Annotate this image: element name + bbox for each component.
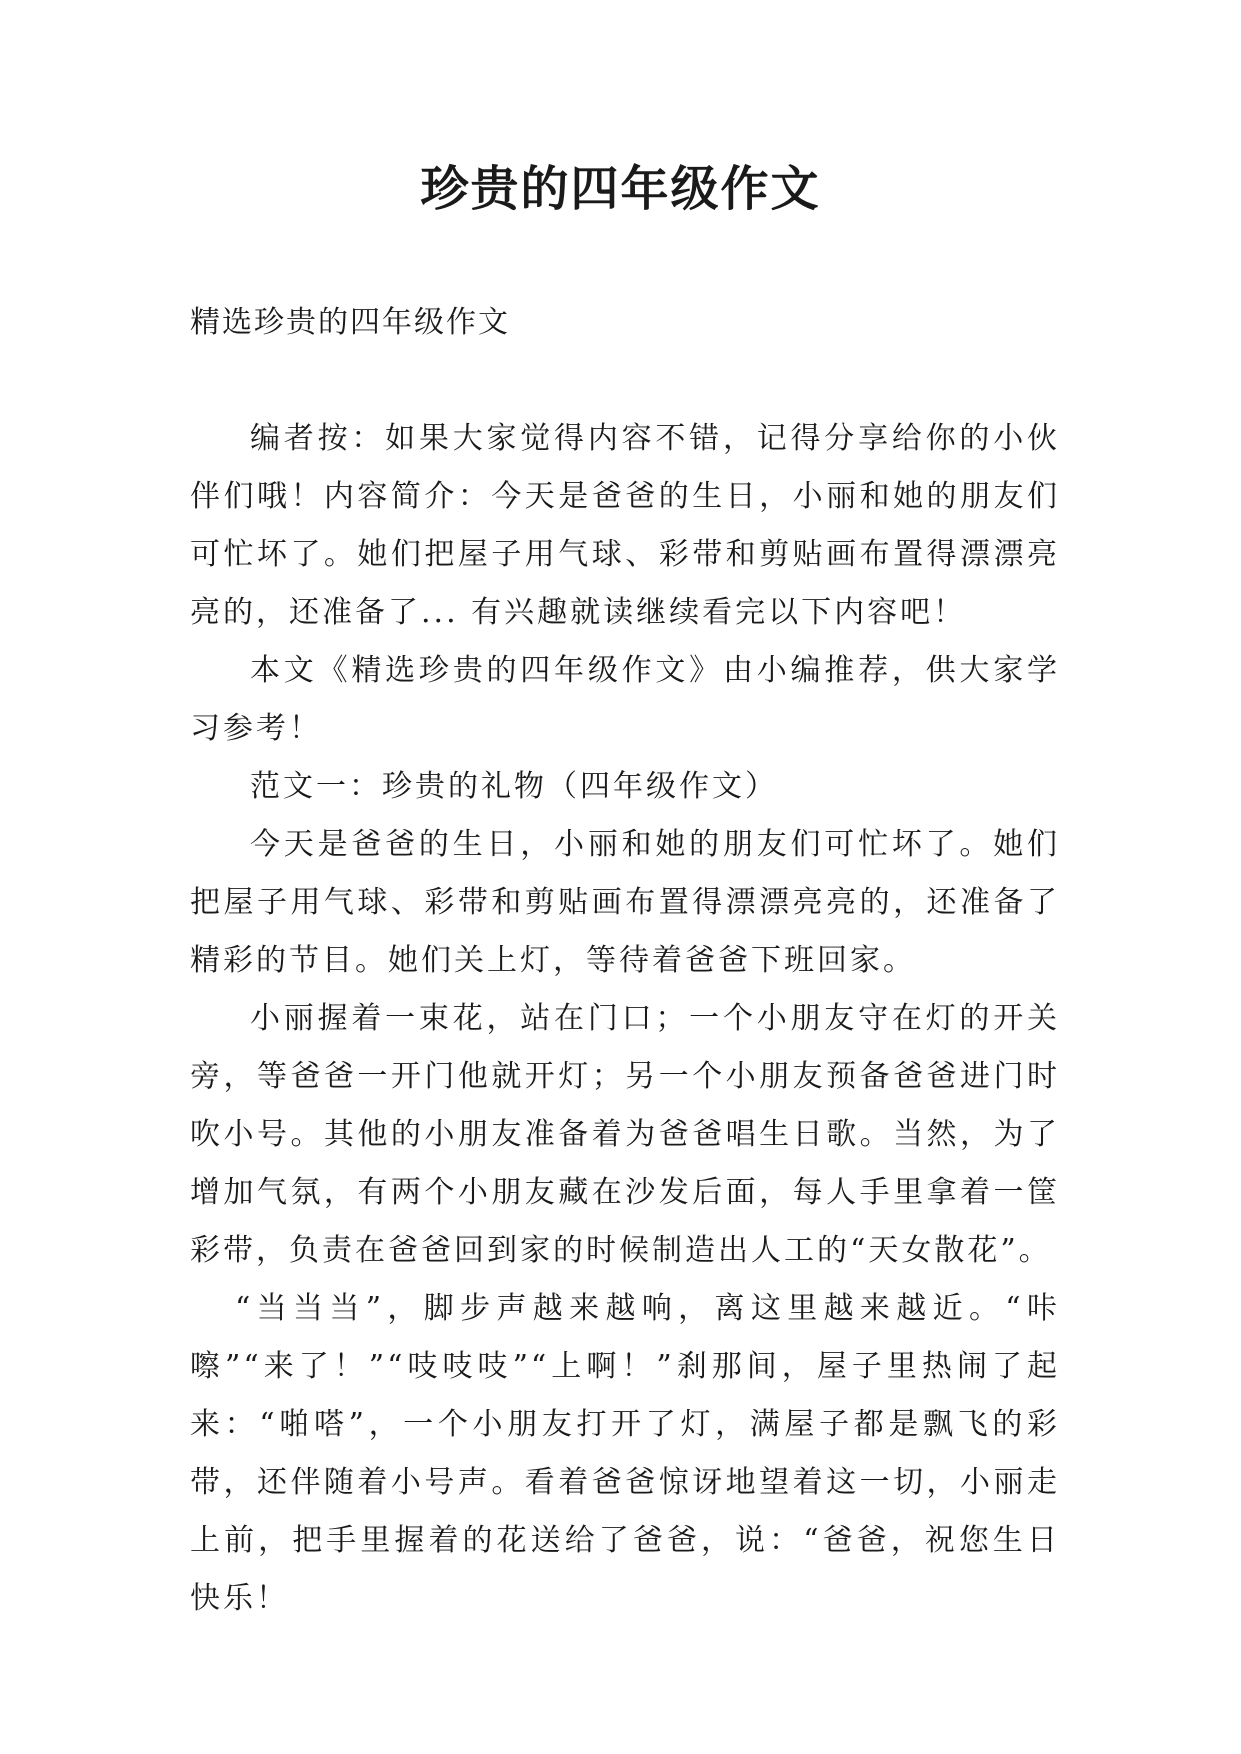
recommendation-paragraph: 本文《精选珍贵的四年级作文》由小编推荐，供大家学习参考！ xyxy=(190,653,1060,746)
document-title: 珍贵的四年级作文 xyxy=(420,161,821,217)
body-paragraph: “当当当”，脚步声越来越响，离这里越来越近。“咔嚓”“来了！”“吱吱吱”“上啊！”刹那间，屋子里热闹了起来：“啪嗒”，一个小朋友打开了灯，满屋子都是飘飞的彩带，还伴随着小号声。看着爸爸惊讶地望着这一切，小丽走上前，把手里握着的花送给了爸爸，说：“爸爸，祝您生日快乐！ xyxy=(190,1291,1060,1616)
body-paragraph: 小丽握着一束花，站在门口；一个小朋友守在灯的开关旁，等爸爸一开门他就开灯；另一个小朋友预备爸爸进门时吹小号。其他的小朋友准备着为爸爸唱生日歌。当然，为了增加气氛，有两个小朋友藏在沙发后面，每人手里拿着一筐彩带，负责在爸爸回到家的时候制造出人工的“天女散花”。 xyxy=(190,1001,1060,1268)
body-paragraph: 今天是爸爸的生日，小丽和她的朋友们可忙坏了。她们把屋子用气球、彩带和剪贴画布置得漂漂亮亮的，还准备了精彩的节目。她们关上灯，等待着爸爸下班回家。 xyxy=(190,827,1060,978)
editor-note-paragraph: 编者按：如果大家觉得内容不错，记得分享给你的小伙伴们哦！内容简介：今天是爸爸的生日，小丽和她的朋友们可忙坏了。她们把屋子用气球、彩带和剪贴画布置得漂漂亮亮的，还准备了... 有兴趣就读继续看完以下内容吧！ xyxy=(190,421,1060,630)
example-heading: 范文一：珍贵的礼物（四年级作文） xyxy=(250,769,778,804)
document-subtitle: 精选珍贵的四年级作文 xyxy=(190,305,510,340)
document-body xyxy=(190,410,1060,1628)
